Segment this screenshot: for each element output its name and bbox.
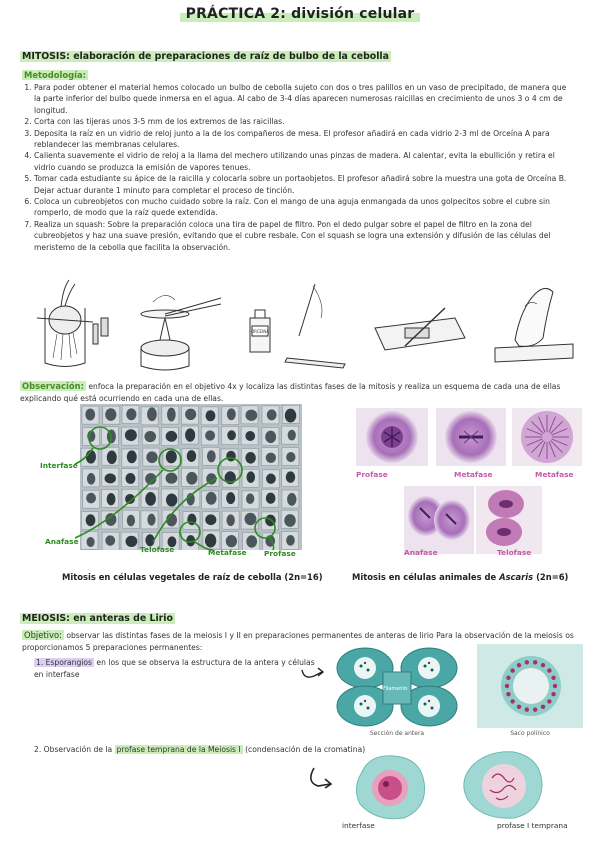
pollen-cell bbox=[541, 705, 545, 709]
interfase-circle bbox=[89, 427, 111, 449]
bottle-label: ORCEINA bbox=[251, 329, 269, 334]
ascaris-caption: Mitosis en células animales de Ascaris (2n=6) bbox=[352, 572, 569, 582]
pollen-cell bbox=[506, 676, 510, 680]
mitosis-heading-label: MITOSIS: bbox=[22, 51, 70, 62]
pollen-cell bbox=[510, 668, 514, 672]
steps-list bbox=[20, 82, 575, 253]
pollen-cell bbox=[517, 705, 521, 709]
pollen-cell bbox=[533, 660, 537, 664]
meiosis-item-1: 1. Esporangios en los que se observa la estructura de la antera y células en interfase bbox=[34, 658, 315, 679]
profase-caption: profase I temprana bbox=[497, 821, 568, 830]
metafase-circle bbox=[180, 522, 200, 542]
observation-label: Observación: bbox=[22, 381, 84, 391]
profase-circle bbox=[255, 518, 275, 538]
label-metafase: Metafase bbox=[208, 548, 247, 557]
ascaris-metafase2-panel bbox=[512, 408, 582, 466]
method-step: 1. Para poder obtener el material hemos colocado un bulbo de cebolla sujeto con dos o tres palillos en un vaso de precipitado, de manera que la parte inferior del bulbo quede inmersa en el agua. Al cabo de 3-4 días aparecen numerosas raicillas en crecimiento de unos 3 o 4 cm de longitud. bbox=[34, 82, 575, 116]
onion-nucleus bbox=[227, 408, 236, 420]
onion-nucleus bbox=[85, 408, 95, 420]
ascaris-anafase-panel bbox=[404, 486, 474, 554]
profase-highlight: profase temprana de la Meiosis I bbox=[116, 745, 241, 754]
label-anafase: Anafase bbox=[45, 537, 79, 546]
ascaris-label-metafase2: Metafase bbox=[535, 470, 574, 479]
pollen-cell bbox=[551, 692, 555, 696]
method-step: 5. Tomar cada estudiante su ápice de la raicilla y colocarla sobre un portaobjetos. El profesor añadirá sobre la muestra una gota de Orceína B. Dejar actuar durante 1 minuto para completar el proceso de tinción. bbox=[34, 173, 575, 196]
label-interfase: Interfase bbox=[40, 461, 78, 470]
ascaris-micrographs bbox=[356, 408, 588, 558]
page-title: PRÁCTICA 2: división celular bbox=[0, 6, 600, 22]
observation-text: enfoca la preparación en el objetivo 4x y localiza las distintas fases de la mitosis y realiza un esquema de cada una de ellas explicando qué está ocurriendo en cada una de ellas. bbox=[20, 382, 561, 403]
procedure-illustrations bbox=[25, 278, 580, 378]
mitosis-heading bbox=[20, 51, 391, 62]
ascaris-label-anafase: Anafase bbox=[404, 548, 438, 557]
telofase-circle bbox=[218, 458, 242, 482]
pollen-cell bbox=[505, 684, 509, 688]
arrow-icon-2 bbox=[304, 766, 340, 792]
pollen-cell bbox=[547, 668, 551, 672]
antera-section-image bbox=[327, 646, 467, 728]
pollen-cell bbox=[525, 660, 529, 664]
profase-cell-image bbox=[458, 748, 548, 822]
mitosis-heading-rest: elaboración de preparaciones de raíz de bulbo de la cebolla bbox=[69, 51, 389, 62]
onion-nucleus bbox=[185, 409, 196, 420]
meiosis-heading-label: MEIOSIS: bbox=[22, 613, 70, 624]
pollen-cell bbox=[547, 699, 551, 703]
method-step: 3. Deposita la raíz en un vidrio de reloj junto a la de los compañeros de mesa. El profesor añadirá en cada vidrio 2-3 ml de Orceína A para reblandecer las membranas celulares. bbox=[34, 128, 575, 151]
method-steps bbox=[20, 82, 575, 253]
pollen-cell bbox=[525, 707, 529, 711]
meiosis-heading bbox=[20, 613, 175, 624]
ascaris-label-metafase1: Metafase bbox=[454, 470, 493, 479]
pollen-cell bbox=[553, 684, 557, 688]
method-step: 2. Corta con las tijeras unos 3-5 mm de los extremos de las raicillas. bbox=[34, 116, 575, 127]
ascaris-metafase1-panel bbox=[436, 408, 506, 466]
saco-polinico-image bbox=[477, 644, 583, 728]
arrow-icon bbox=[298, 664, 328, 684]
ascaris-telofase-panel bbox=[476, 486, 542, 554]
meiosis-item-2: 2. Observación de la profase temprana de la Meiosis I (condensación de la cromatina) bbox=[34, 745, 366, 754]
onion-nucleus bbox=[126, 408, 136, 420]
label-profase: Profase bbox=[264, 549, 296, 558]
slide-needle-illustration bbox=[375, 308, 465, 350]
objective-label: Objetivo: bbox=[24, 630, 62, 640]
label-telofase: Telofase bbox=[140, 545, 175, 554]
filamento-label: Filamento bbox=[383, 686, 408, 692]
ascaris-profase-panel bbox=[356, 408, 428, 466]
pollen-cell bbox=[506, 692, 510, 696]
orceina-bottle-illustration bbox=[250, 284, 345, 368]
method-label: Metodología: bbox=[24, 70, 87, 80]
onion-caption: Mitosis en células vegetales de raíz de cebolla (2n=16) bbox=[62, 572, 323, 582]
pollen-cell bbox=[551, 676, 555, 680]
interfase-cell-image bbox=[350, 752, 430, 822]
onion-beaker-illustration bbox=[37, 280, 108, 367]
onion-nucleus bbox=[105, 408, 116, 421]
onion-nucleus bbox=[267, 409, 277, 420]
meiosis-heading-rest: en anteras de Lirio bbox=[69, 613, 173, 624]
antera-label: ANTERA bbox=[387, 652, 408, 658]
antera-caption: Sección de antera bbox=[369, 730, 425, 737]
pollen-cell bbox=[533, 707, 537, 711]
pollen-cell bbox=[517, 663, 521, 667]
method-step: 4. Calienta suavemente el vidrio de reloj a la llama del mechero utilizando unas pinzas de madera. Al calentar, evita la ebullición y retira el vidrio cuando se produzca la emisión de vapores tenues. bbox=[34, 150, 575, 173]
anafase-circle bbox=[159, 449, 181, 471]
ascaris-label-profase: Profase bbox=[356, 470, 388, 479]
observation-paragraph bbox=[20, 380, 580, 405]
interfase-caption: interfase bbox=[342, 821, 375, 830]
pollen-cell bbox=[541, 663, 545, 667]
objective-text: observar las distintas fases de la meiosis I y II en preparaciones permanentes de anteras de lirio Para la observación de la meiosis os proporcionamos 5 preparaciones permanentes: bbox=[22, 631, 574, 652]
method-step: 7. Realiza un squash: Sobre la preparación coloca una tira de papel de filtro. Pon el dedo pulgar sobre el papel de filtro en la zona del cubreobjetos y haz una suave presión, evitando que el cubre resbale. Con el squash se logra una extensión y difusión de las células del meristemo de la cebolla que facilita la observación. bbox=[34, 219, 575, 253]
ascaris-label-telofase: Telofase bbox=[497, 548, 532, 557]
saco-caption: Saco polínico bbox=[510, 730, 550, 737]
squash-hand-illustration bbox=[495, 288, 573, 362]
method-step: 6. Coloca un cubreobjetos con mucho cuidado sobre la raíz. Con el mango de una aguja enmangada da unos golpecitos sobre el cubre sin romperlo, de modo que la raíz quede extendida. bbox=[34, 196, 575, 219]
burner-illustration bbox=[141, 295, 221, 370]
esporangios-highlight: Esporangios bbox=[45, 658, 93, 667]
pollen-cell bbox=[510, 699, 514, 703]
